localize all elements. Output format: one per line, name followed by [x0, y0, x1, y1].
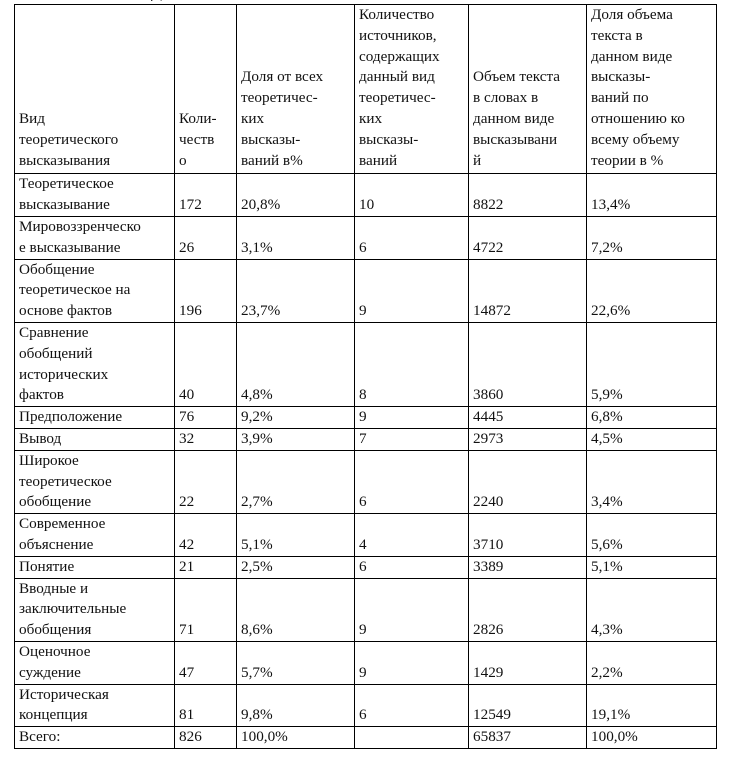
row-cell-count: 21: [175, 556, 237, 578]
row-cell-volume: 2973: [469, 428, 587, 450]
row-cell-volume: 12549: [469, 684, 587, 727]
row-cell-volume-share: 19,1%: [587, 684, 717, 727]
row-cell-share: 4,8%: [237, 322, 355, 406]
row-cell-share: 3,9%: [237, 428, 355, 450]
row-cell-sources: 10: [355, 174, 469, 217]
row-cell-share: 23,7%: [237, 259, 355, 322]
row-cell-count: 196: [175, 259, 237, 322]
row-cell-type: Историческая концепция: [15, 684, 175, 727]
row-cell-volume-share: 7,2%: [587, 216, 717, 259]
table-row: [15, 450, 717, 513]
row-cell-volume-share: 2,2%: [587, 641, 717, 684]
row-cell-volume: 14872: [469, 259, 587, 322]
row-cell-volume-share: 6,8%: [587, 407, 717, 429]
row-cell-share: 9,8%: [237, 684, 355, 727]
header-word-volume: Объем текста в словах в данном виде высказывани й: [469, 5, 587, 174]
row-cell-sources: 4: [355, 514, 469, 557]
table-row: [15, 556, 717, 578]
row-cell-sources: 6: [355, 684, 469, 727]
row-cell-volume: 1429: [469, 641, 587, 684]
row-cell-volume: 3710: [469, 514, 587, 557]
table-row: [15, 727, 717, 749]
row-cell-count: 22: [175, 450, 237, 513]
row-cell-count: 826: [175, 727, 237, 749]
row-cell-volume-share: 5,6%: [587, 514, 717, 557]
row-cell-type: Современное объяснение: [15, 514, 175, 557]
row-cell-share: 8,6%: [237, 578, 355, 641]
row-cell-type: Понятие: [15, 556, 175, 578]
table-row: [15, 684, 717, 727]
row-cell-type: Сравнение обобщений исторических фактов: [15, 322, 175, 406]
row-cell-share: 5,7%: [237, 641, 355, 684]
row-cell-share: 5,1%: [237, 514, 355, 557]
table-row: [15, 428, 717, 450]
row-cell-volume-share: 5,1%: [587, 556, 717, 578]
row-cell-volume: 4722: [469, 216, 587, 259]
row-cell-sources: 9: [355, 641, 469, 684]
header-source-count: Количество источников, содержащих данный вид теоретичес- ких высказы- ваний: [355, 5, 469, 174]
row-cell-sources: 6: [355, 556, 469, 578]
table-header-row: [15, 5, 717, 174]
row-cell-count: 47: [175, 641, 237, 684]
table-row: [15, 641, 717, 684]
row-cell-sources: 9: [355, 407, 469, 429]
row-cell-count: 172: [175, 174, 237, 217]
table-row: [15, 322, 717, 406]
theoretical-statements-table: [14, 4, 717, 749]
row-cell-sources: 6: [355, 450, 469, 513]
table-row: [15, 407, 717, 429]
row-cell-share: 2,5%: [237, 556, 355, 578]
row-cell-volume: 3389: [469, 556, 587, 578]
row-cell-sources: 9: [355, 259, 469, 322]
row-cell-volume-share: 3,4%: [587, 450, 717, 513]
table-row: [15, 514, 717, 557]
row-cell-type: Мировоззренческо е высказывание: [15, 216, 175, 259]
row-cell-volume-share: 5,9%: [587, 322, 717, 406]
row-cell-sources: 8: [355, 322, 469, 406]
table-row: [15, 259, 717, 322]
row-cell-type: Широкое теоретическое обобщение: [15, 450, 175, 513]
row-cell-volume-share: 100,0%: [587, 727, 717, 749]
row-cell-share: 9,2%: [237, 407, 355, 429]
row-cell-count: 76: [175, 407, 237, 429]
cropped-text-fragment: [150, 0, 190, 1]
row-cell-volume: 4445: [469, 407, 587, 429]
row-cell-share: 100,0%: [237, 727, 355, 749]
row-cell-volume: 8822: [469, 174, 587, 217]
header-count: Коли- честв о: [175, 5, 237, 174]
row-cell-volume: 65837: [469, 727, 587, 749]
row-cell-count: 32: [175, 428, 237, 450]
row-cell-volume-share: 13,4%: [587, 174, 717, 217]
row-cell-share: 3,1%: [237, 216, 355, 259]
row-cell-count: 42: [175, 514, 237, 557]
row-cell-volume: 2826: [469, 578, 587, 641]
row-cell-sources: 7: [355, 428, 469, 450]
row-cell-count: 40: [175, 322, 237, 406]
row-cell-sources: 9: [355, 578, 469, 641]
row-cell-sources: [355, 727, 469, 749]
header-volume-share: Доля объема текста в данном виде высказы- ваний по отношению ко всему объему теории в %: [587, 5, 717, 174]
row-cell-type: Теоретическое высказывание: [15, 174, 175, 217]
table-row: [15, 578, 717, 641]
row-cell-type: Вводные и заключительные обобщения: [15, 578, 175, 641]
row-cell-count: 26: [175, 216, 237, 259]
row-cell-share: 20,8%: [237, 174, 355, 217]
row-cell-volume: 3860: [469, 322, 587, 406]
row-cell-type: Обобщение теоретическое на основе фактов: [15, 259, 175, 322]
table-row: [15, 216, 717, 259]
row-cell-count: 71: [175, 578, 237, 641]
table-row: [15, 174, 717, 217]
row-cell-sources: 6: [355, 216, 469, 259]
row-cell-type: Предположение: [15, 407, 175, 429]
header-share-of-statements: Доля от всех теоретичес- ких высказы- ваний в%: [237, 5, 355, 174]
row-cell-type: Вывод: [15, 428, 175, 450]
row-cell-count: 81: [175, 684, 237, 727]
row-cell-type: Всего:: [15, 727, 175, 749]
header-statement-type: Вид теоретического высказывания: [15, 5, 175, 174]
row-cell-type: Оценочное суждение: [15, 641, 175, 684]
row-cell-volume: 2240: [469, 450, 587, 513]
row-cell-volume-share: 22,6%: [587, 259, 717, 322]
row-cell-share: 2,7%: [237, 450, 355, 513]
row-cell-volume-share: 4,3%: [587, 578, 717, 641]
row-cell-volume-share: 4,5%: [587, 428, 717, 450]
